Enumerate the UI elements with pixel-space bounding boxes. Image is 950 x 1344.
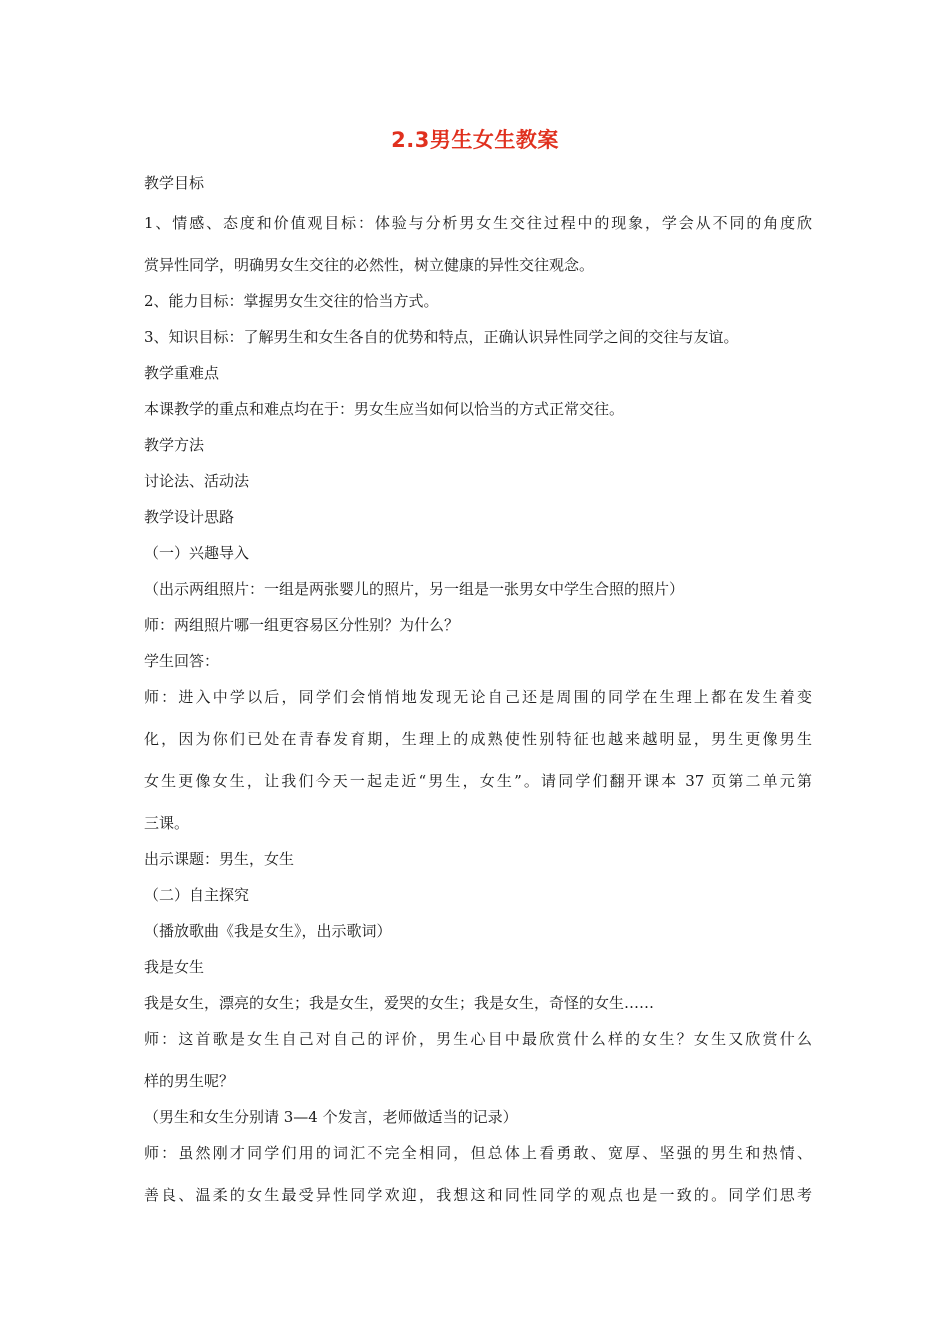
paragraph-line: 师：两组照片哪一组更容易区分性别？为什么？ bbox=[144, 616, 460, 634]
paragraph-line: 本课教学的重点和难点均在于：男女生应当如何以恰当的方式正常交往。 bbox=[144, 400, 625, 418]
heading-objectives: 教学目标 bbox=[144, 174, 205, 192]
paragraph-line: 我是女生，漂亮的女生；我是女生，爱哭的女生；我是女生，奇怪的女生…… bbox=[144, 994, 655, 1012]
document-title: 2.3男生女生教案 bbox=[391, 128, 559, 152]
heading-design: 教学设计思路 bbox=[144, 508, 235, 526]
paragraph-line: 师：这首歌是女生自己对自己的评价，男生心目中最欣赏什么样的女生？女生又欣赏什么 bbox=[144, 1030, 812, 1048]
paragraph-line: 2、能力目标：掌握男女生交往的恰当方式。 bbox=[144, 292, 439, 310]
paragraph-line: 三课。 bbox=[144, 814, 190, 832]
paragraph-line: 化，因为你们已处在青春发育期，生理上的成熟使性别特征也越来越明显，男生更像男生 bbox=[144, 730, 812, 748]
paragraph-line: 师：进入中学以后，同学们会悄悄地发现无论自己还是周围的同学在生理上都在发生着变 bbox=[144, 688, 812, 706]
paragraph-line: 赏异性同学，明确男女生交往的必然性，树立健康的异性交往观念。 bbox=[144, 256, 595, 274]
paragraph-line: （出示两组照片：一组是两张婴儿的照片，另一组是一张男女中学生合照的照片） bbox=[144, 580, 685, 598]
paragraph-line: 3、知识目标：了解男生和女生各自的优势和特点，正确认识异性同学之间的交往与友谊。 bbox=[144, 328, 739, 346]
paragraph-line: （男生和女生分别请 3—4 个发言，老师做适当的记录） bbox=[144, 1108, 518, 1126]
paragraph-line: （播放歌曲《我是女生》，出示歌词） bbox=[144, 922, 392, 940]
heading-methods: 教学方法 bbox=[144, 436, 205, 454]
paragraph-line: 出示课题：男生，女生 bbox=[144, 850, 295, 868]
paragraph-line: 样的男生呢？ bbox=[144, 1072, 235, 1090]
paragraph-line: 师：虽然刚才同学们用的词汇不完全相同，但总体上看勇敢、宽厚、坚强的男生和热情、 bbox=[144, 1144, 812, 1162]
section-heading: （二）自主探究 bbox=[144, 886, 250, 904]
section-heading: （一）兴趣导入 bbox=[144, 544, 250, 562]
paragraph-line: 1、情感、态度和价值观目标：体验与分析男女生交往过程中的现象，学会从不同的角度欣 bbox=[144, 214, 812, 232]
paragraph-line: 讨论法、活动法 bbox=[144, 472, 250, 490]
heading-key-points: 教学重难点 bbox=[144, 364, 220, 382]
paragraph-line: 学生回答： bbox=[144, 652, 220, 670]
paragraph-line: 善良、温柔的女生最受异性同学欢迎，我想这和同性同学的观点也是一致的。同学们思考 bbox=[144, 1186, 812, 1204]
paragraph-line: 女生更像女生，让我们今天一起走近“男生，女生”。请同学们翻开课本 37 页第二单元第 bbox=[144, 772, 812, 790]
paragraph-line: 我是女生 bbox=[144, 958, 205, 976]
